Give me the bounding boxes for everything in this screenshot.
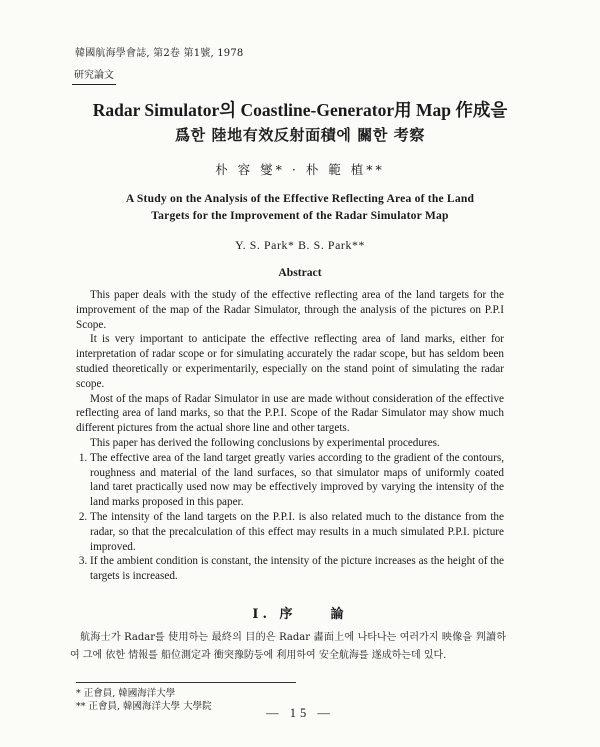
english-title-line2: Targets for the Improvement of the Radar Simulator Map xyxy=(151,209,449,222)
abstract-paragraph: Most of the maps of Radar Simulator in use are made without consideration of the effective reflecting area of land marks, so that the P.P.I. Scope of the Radar Simulator may show much different pictures from the actual shore line and other targets. xyxy=(76,392,504,435)
abstract-paragraph: This paper deals with the study of the effective reflecting area of the land targets for the improvement of the map of the Radar Simulator, through the analysis of the pictures on P.P.I Scope. xyxy=(76,289,504,331)
abstract-paragraph: It is very important to anticipate the effective reflecting area of land marks, either for interpretation of radar scope or for simulating accurately the radar scope, but has seldom been studied theoretically or experimentarily, especially on the stand point of simulating the radar scope. xyxy=(76,333,504,390)
english-title-line1: A Study on the Analysis of the Effective Reflecting Area of the Land xyxy=(125,192,475,205)
korean-title-line2: 爲한 陸地有效反射面積에 關한 考察 xyxy=(175,126,425,144)
abstract-body xyxy=(76,288,504,584)
conclusions-list xyxy=(76,451,504,584)
english-authors: Y. S. Park* B. S. Park** xyxy=(235,238,365,252)
footnote: * 正會員, 韓國海洋大學 xyxy=(76,688,176,699)
section-label: 研究論文 xyxy=(72,66,116,85)
page-number: — 15 — xyxy=(266,706,334,720)
korean-body xyxy=(70,629,506,665)
conclusion-item: 2. The intensity of the land targets on the P.P.I. is also related much to the distance from the radar, so that the precalculation of this effect may results in a much simulated P.P.I. picture improved. xyxy=(90,510,504,554)
conclusion-item: 3. If the ambient condition is constant, the intensity of the picture increases as the height of the targets is increased. xyxy=(90,554,504,584)
conclusion-item: 1. The effective area of the land target greatly varies according to the gradient of the contours, roughness and material of the land surfaces, so that simulator maps of uniformly coated land taret practically used now may be effectively improved by varying the intensity of the land marks proposed in this paper. xyxy=(90,451,504,510)
korean-paragraph: 航海士가 Radar를 使用하는 最終의 目的은 Radar 畵面上에 나타나는 여러가지 映像을 判讀하여 그에 依한 情報를 船位測定과 衝突豫防등에 利用하여 安全航海를 遂成하는데 있다. xyxy=(70,632,506,661)
abstract-paragraph: This paper has derived the following conclusions by experimental procedures. xyxy=(90,436,440,449)
korean-title-line1: Radar Simulator의 Coastline-Generator用 Map 作成을 xyxy=(92,100,508,120)
korean-authors: 朴 容 燮* · 朴 範 植** xyxy=(215,162,385,177)
abstract-heading: Abstract xyxy=(278,266,322,279)
footnote: ** 正會員, 韓國海洋大學 大學院 xyxy=(76,701,212,712)
section-heading: I. 序 論 xyxy=(252,607,348,622)
journal-header: 韓國航海學會誌, 第2卷 第1號, 1978 xyxy=(75,48,244,59)
